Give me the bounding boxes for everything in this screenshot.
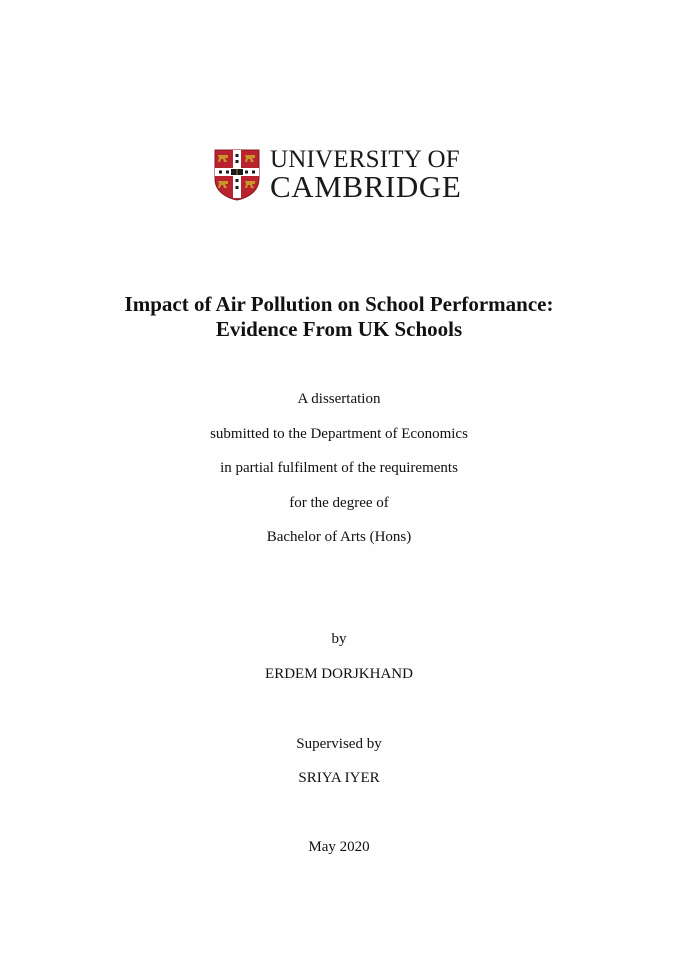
title-line2: Evidence From UK Schools: [215, 317, 463, 341]
cambridge-crest-icon: [214, 149, 260, 201]
wordmark-line2: CAMBRIDGE: [270, 169, 462, 204]
submission-date: May 2020: [308, 839, 370, 855]
title-line1: Impact of Air Pollution on School Performance:: [124, 292, 554, 316]
submission-line4: for the degree of: [289, 495, 389, 511]
submission-line1: A dissertation: [297, 391, 381, 407]
supervisor-name: SRIYA IYER: [298, 770, 380, 786]
by-label: by: [331, 631, 347, 647]
university-logo: [214, 148, 461, 202]
university-wordmark: [270, 148, 461, 202]
wordmark-line1: UNIVERSITY OF: [270, 146, 460, 173]
submission-line2: submitted to the Department of Economics: [210, 426, 468, 442]
dissertation-title: [0, 292, 678, 342]
submission-line3: in partial fulfilment of the requirements: [220, 460, 458, 476]
degree-name: Bachelor of Arts (Hons): [266, 529, 412, 545]
supervised-by-label: Supervised by: [296, 736, 382, 752]
author-name: ERDEM DORJKHAND: [265, 666, 413, 682]
